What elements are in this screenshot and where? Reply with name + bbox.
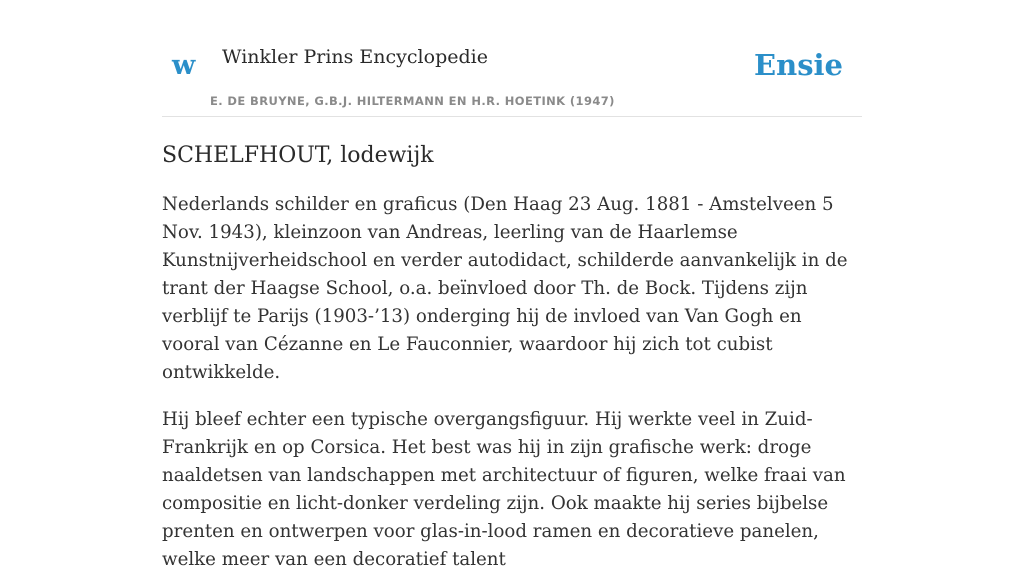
entry-body [162, 191, 862, 574]
site-logo-link[interactable]: Ensie [754, 48, 843, 82]
publication-header [162, 0, 862, 117]
publication-logo[interactable]: w [172, 50, 196, 81]
page-container [162, 0, 862, 574]
entry-paragraph: Nederlands schilder en graficus (Den Haag 23 Aug. 1881 - Amstelveen 5 Nov. 1943), kleinzoon van Andreas, leerling van de Haarlemse Kunstnijverheidschool en verder autodidact, schilderde aanvankelijk in de trant der Haagse School, o.a. beïnvloed door Th. de Bock. Tijdens zijn verblijf te Parijs (1903-’13) onderging hij de invloed van Van Gogh en vooral van Cézanne en Le Fauconnier, waardoor hij zich tot cubist ontwikkelde. [162, 194, 848, 384]
entry-title: SCHELFHOUT, lodewijk [162, 143, 434, 168]
publication-authors: E. DE BRUYNE, G.B.J. HILTERMANN EN H.R. HOETINK (1947) [210, 94, 615, 108]
publication-title[interactable]: Winkler Prins Encyclopedie [222, 46, 488, 68]
entry-paragraph: Hij bleef echter een typische overgangsfiguur. Hij werkte veel in Zuid-Frankrijk en op Corsica. Het best was hij in zijn grafische werk: droge naaldetsen van landschappen met architectuur of figuren, welke fraai van compositie en licht-donker verdeling zijn. Ook maakte hij series bijbelse prenten en ontwerpen voor glas-in-lood ramen en decoratieve panelen, welke meer van een decoratief talent [162, 409, 846, 571]
